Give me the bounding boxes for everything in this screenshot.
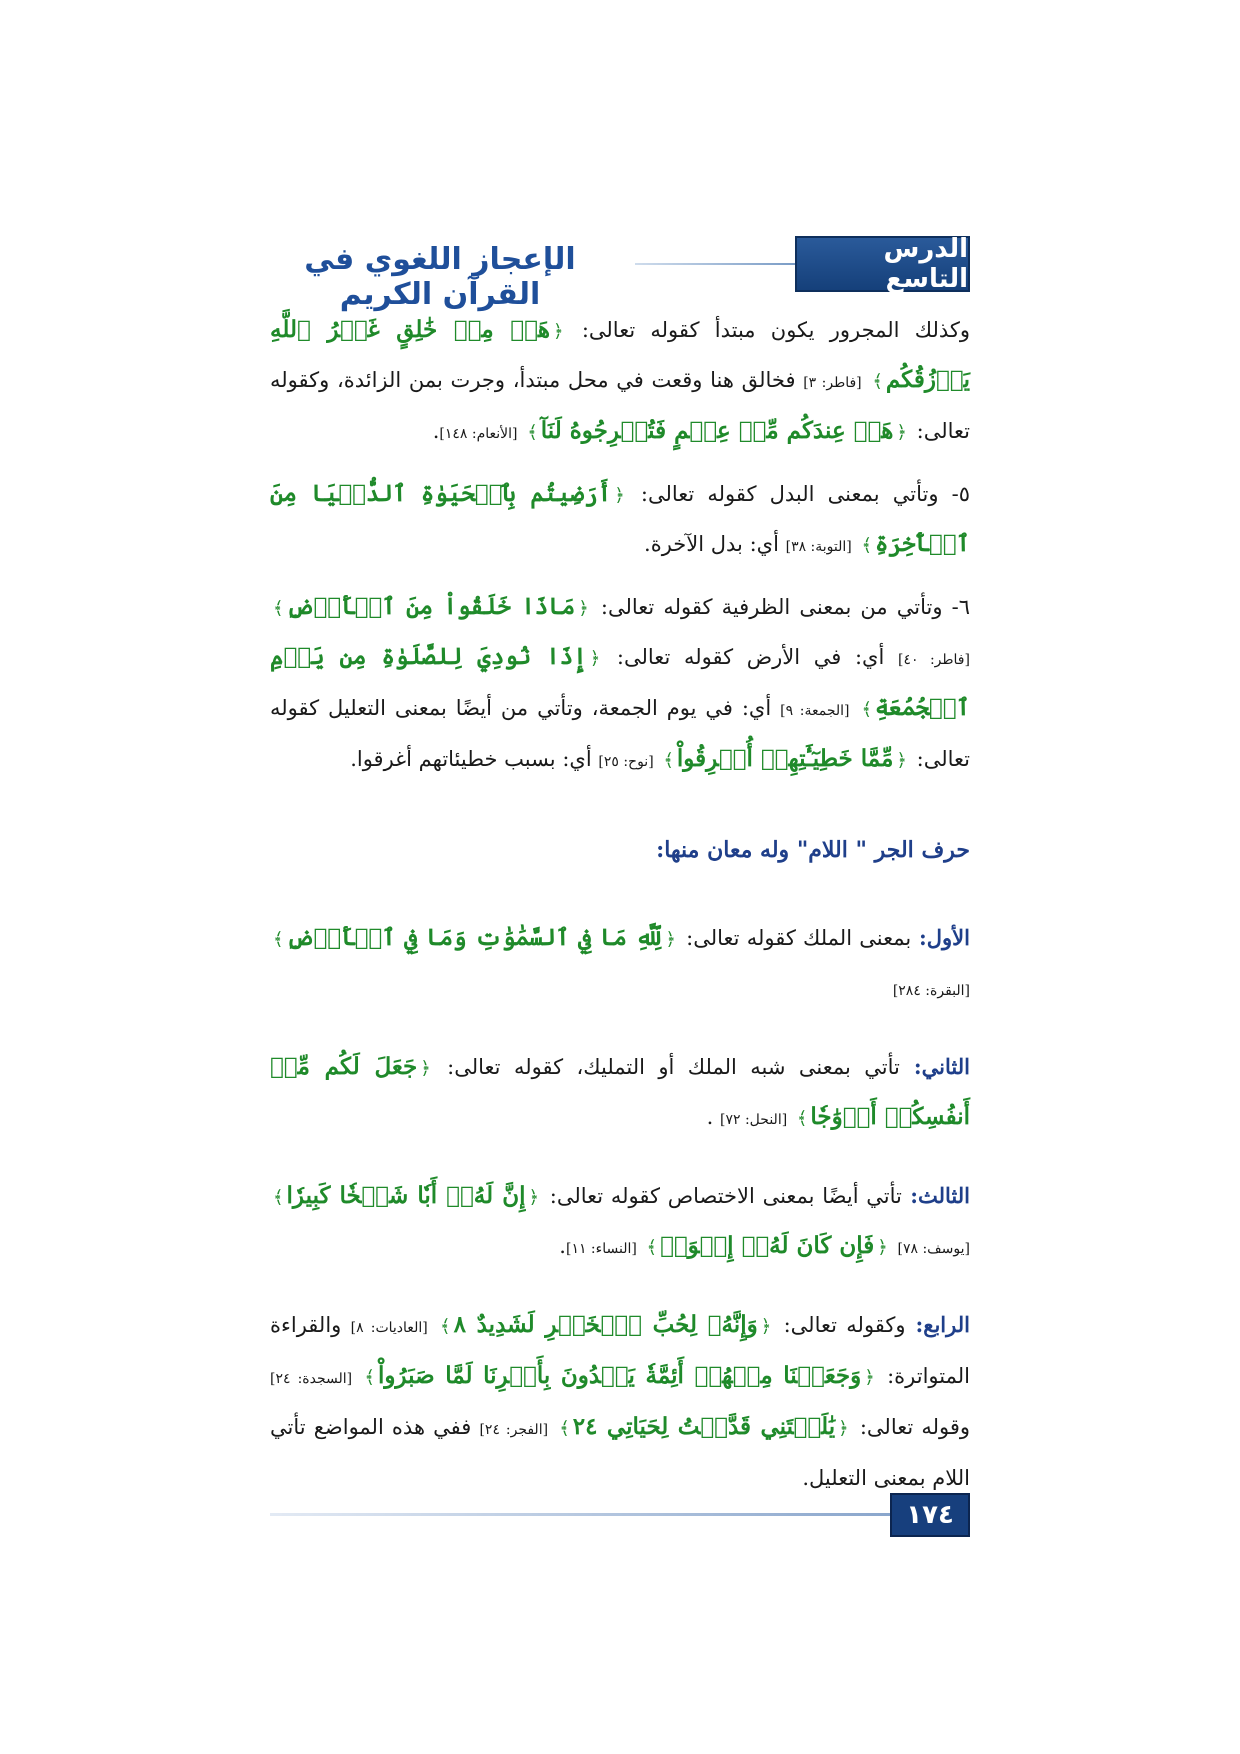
page-footer xyxy=(270,1493,970,1537)
ornament-close: ﴾ xyxy=(364,1367,375,1388)
footer-divider xyxy=(270,1513,890,1516)
quran-verse: فَإِن كَانَ لَهُۥٓ إِخۡوَةٞ xyxy=(660,1232,875,1259)
meaning-third xyxy=(270,1172,970,1273)
body-text: وتأتي بمعنى البدل كقوله تعالى: xyxy=(627,482,939,506)
body-text: وقوله تعالى: xyxy=(851,1415,971,1439)
paragraph-mubtada xyxy=(270,306,970,458)
ornament-open: ﴿ xyxy=(665,929,676,950)
ornament-open: ﴿ xyxy=(420,1058,431,1079)
section-heading: حرف الجر " اللام" وله معان منها: xyxy=(656,837,970,863)
quran-verse: لِّلَّهِ مَا فِي ٱلسَّمَٰوَٰتِ وَمَا فِي ٱلۡأَرۡضِ xyxy=(286,924,663,951)
quran-verse: هَلۡ مِنۡ خَٰلِقٍ غَيۡرُ ٱللَّهِ يَرۡزُقُكُم xyxy=(270,316,970,393)
body-text: . xyxy=(706,1105,720,1129)
ornament-close: ﴾ xyxy=(796,1108,808,1129)
ornament-open: ﴿ xyxy=(614,485,625,506)
paragraph-zarfiyya xyxy=(270,583,970,786)
meaning-label: الأول: xyxy=(911,925,970,950)
ornament-open: ﴿ xyxy=(528,1187,540,1208)
body-text: أي: في الأرض كقوله تعالى: xyxy=(603,645,898,669)
page-header xyxy=(270,234,970,312)
ornament-close: ﴾ xyxy=(527,422,538,443)
quran-verse: يَٰلَيۡتَنِي قَدَّمۡتُ لِحَيَاتِي ٢٤ xyxy=(572,1413,836,1440)
body-text: فخالق هنا وقعت في محل مبتدأ، وجرت بمن الزائدة، وكقوله تعالى: xyxy=(270,368,970,443)
item-number: ٥- xyxy=(938,482,970,506)
header-divider xyxy=(635,263,795,265)
quran-verse: إِذَا نُودِيَ لِلصَّلَوٰةِ مِن يَوۡمِ ٱلۡجُمُعَةِ xyxy=(270,643,970,721)
quran-verse: إِنَّ لَهُۥٓ أَبٗا شَيۡخٗا كَبِيرٗا xyxy=(286,1182,526,1209)
body-text: أي: بسبب خطيئاتهم أغرقوا. xyxy=(350,747,599,771)
verse-reference: [العاديات: ٨] xyxy=(350,1320,428,1336)
body-text: أي: في يوم الجمعة، وتأتي من أيضًا بمعنى التعليل كقوله تعالى: xyxy=(270,696,970,771)
ornament-close: ﴾ xyxy=(559,1418,570,1439)
meaning-label: الثاني: xyxy=(899,1054,970,1079)
verse-reference: [فاطر: ٤٠] xyxy=(898,652,970,668)
verse-reference: [نوح: ٢٥] xyxy=(598,754,654,770)
ornament-open: ﴿ xyxy=(553,321,564,342)
ornament-open: ﴿ xyxy=(877,1237,888,1258)
ornament-open: ﴿ xyxy=(896,422,907,443)
body-text: بمعنى الملك كقوله تعالى: xyxy=(678,926,912,950)
body-text: . xyxy=(559,1234,566,1258)
body-text: تأتي بمعنى شبه الملك أو التمليك، كقوله تعالى: xyxy=(433,1055,900,1079)
quran-verse: أَرَضِيتُم بِٱلۡحَيَوٰةِ ٱلدُّنۡيَا مِنَ ٱلۡأٓخِرَةِ xyxy=(270,480,970,557)
ornament-close: ﴾ xyxy=(646,1237,658,1258)
verse-reference: [السجدة: ٢٤] xyxy=(270,1371,353,1387)
page-body xyxy=(270,306,970,1502)
verse-reference: [الفجر: ٢٤] xyxy=(479,1422,549,1438)
body-text: أي: بدل الآخرة. xyxy=(644,532,786,556)
quran-verse: وَجَعَلۡنَا مِنۡهُمۡ أَئِمَّةٗ يَهۡدُونَ بِأَمۡرِنَا لَمَّا صَبَرُواْ xyxy=(377,1362,862,1389)
ornament-open: ﴿ xyxy=(589,648,601,669)
ornament-close: ﴾ xyxy=(663,750,674,771)
item-number: ٦- xyxy=(942,595,970,619)
meaning-first xyxy=(270,914,970,1015)
ornament-close: ﴾ xyxy=(273,1187,284,1208)
body-text: تأتي أيضًا بمعنى الاختصاص كقوله تعالى: xyxy=(542,1184,902,1208)
body-text: وكقوله تعالى: xyxy=(774,1313,906,1337)
quran-verse: مِّمَّا خَطِيٓـَٰٔتِهِمۡ أُغۡرِقُواْ xyxy=(676,745,894,772)
ornament-open: ﴿ xyxy=(896,750,907,771)
verse-reference: [الأنعام: ١٤٨] xyxy=(439,426,518,442)
verse-reference: [البقرة: ٢٨٤] xyxy=(892,983,970,999)
chapter-tag: الدرس التاسع xyxy=(795,236,970,292)
body-text: وكذلك المجرور يكون مبتدأ كقوله تعالى: xyxy=(566,318,971,342)
verse-reference: [النحل: ٧٢] xyxy=(720,1112,788,1128)
body-text: والقراءة المتواترة: xyxy=(270,1313,970,1388)
body-text: وتأتي من بمعنى الظرفية كقوله تعالى: xyxy=(591,595,943,619)
body-text: ففي هذه المواضع تأتي اللام بمعنى التعليل. xyxy=(270,1415,970,1490)
verse-reference: [فاطر: ٣] xyxy=(803,375,862,391)
ornament-open: ﴿ xyxy=(578,598,589,619)
verse-reference: [النساء: ١١] xyxy=(565,1241,637,1257)
meaning-second xyxy=(270,1043,970,1144)
ornament-open: ﴿ xyxy=(864,1367,875,1388)
meaning-label: الثالث: xyxy=(901,1183,970,1208)
quran-verse: هَلۡ عِندَكُم مِّنۡ عِلۡمٍ فَتُخۡرِجُوهُ لَنَآ xyxy=(540,417,894,444)
meaning-fourth xyxy=(270,1301,970,1502)
paragraph-badal xyxy=(270,470,970,571)
verse-reference: [التوبة: ٣٨] xyxy=(785,539,852,555)
ornament-open: ﴿ xyxy=(760,1316,772,1337)
ornament-close: ﴾ xyxy=(273,598,284,619)
quran-verse: وَإِنَّهُۥ لِحُبِّ ٱلۡخَيۡرِ لَشَدِيدٌ ٨ xyxy=(453,1311,758,1338)
quran-verse: جَعَلَ لَكُم مِّنۡ أَنفُسِكُمۡ أَزۡوَٰجٗا xyxy=(270,1053,970,1130)
verse-reference: [يوسف: ٧٨] xyxy=(897,1241,970,1257)
meaning-label: الرابع: xyxy=(905,1312,970,1337)
ornament-close: ﴾ xyxy=(861,535,872,556)
page-number: ١٧٤ xyxy=(890,1493,970,1537)
ornament-close: ﴾ xyxy=(861,699,872,720)
body-text: . xyxy=(432,419,440,443)
verse-reference: [الجمعة: ٩] xyxy=(780,703,850,719)
ornament-close: ﴾ xyxy=(273,929,284,950)
book-title: الإعجاز اللغوي في القرآن الكريم xyxy=(304,242,576,312)
ornament-open: ﴿ xyxy=(838,1418,849,1439)
ornament-close: ﴾ xyxy=(440,1316,451,1337)
quran-verse: مَاذَا خَلَقُواْ مِنَ ٱلۡأَرۡضِ xyxy=(286,593,576,620)
ornament-close: ﴾ xyxy=(872,371,883,392)
